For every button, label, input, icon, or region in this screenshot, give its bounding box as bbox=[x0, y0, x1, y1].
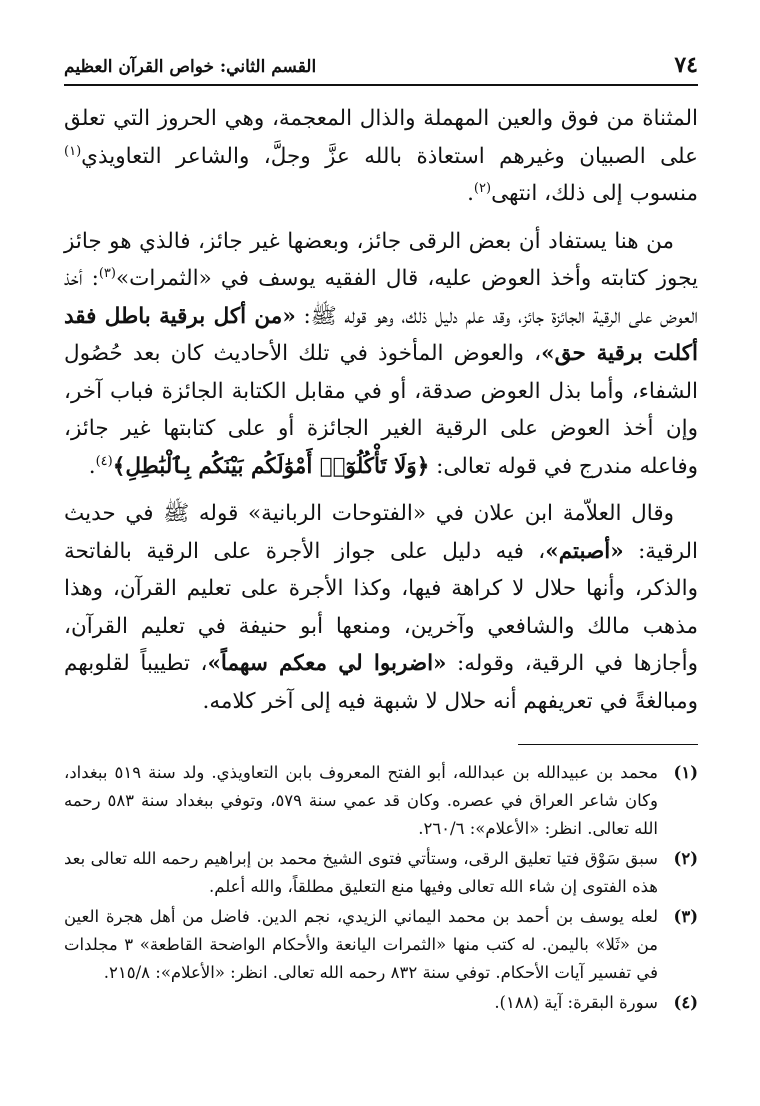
quran-verse: ﴿وَلَا تَأْكُلُوٓا۟ أَمْوَٰلَكُم بَيْنَكُم بِٱلْبَٰطِلِ﴾ bbox=[112, 453, 430, 479]
paragraph-text: ، فيه دليل على جواز الأجرة على الرقية بالفاتحة والذكر، وأنها حلال لا كراهة فيها، وكذا الأجرة على تعليم القرآن، وهذا مذهب مالك والشافعي وآخرين، ومنعها أبو حنيفة في تعليم القرآن، وأجازها في الرقية، وقوله: bbox=[64, 538, 698, 676]
footnote-ref-4[interactable]: (٤) bbox=[95, 453, 113, 469]
footnote-item bbox=[64, 989, 698, 1017]
main-text bbox=[64, 100, 698, 720]
paragraph-2 bbox=[64, 223, 698, 486]
footnote-text: لعله يوسف بن أحمد بن محمد اليماني الزيدي، نجم الدين. فاضل من أهل هجرة العين من «ثَلا» باليمن. له كتب منها «الثمرات اليانعة والأحكام الواضحة القاطعة» ٣ مجلدات في تفسير آيات الأحكام. توفي سنة ٨٣٢ رحمه الله تعالى. انظر: «الأعلام»: ٢١٥/٨. bbox=[64, 907, 658, 982]
footnote-ref-3[interactable]: (٣) bbox=[98, 265, 116, 281]
page-number: ٧٤ bbox=[674, 52, 698, 78]
footnote-ref-1[interactable]: (١) bbox=[64, 143, 82, 159]
paragraph-text: منسوب إلى ذلك، انتهى bbox=[491, 181, 698, 206]
running-title: القسم الثاني: خواص القرآن العظيم bbox=[64, 57, 317, 77]
footnote-number: (٤) bbox=[673, 993, 698, 1012]
page-header bbox=[64, 52, 698, 86]
paragraph-text: ، تطييباً لقلوبهم ومبالغةً في تعريفهم أنه حلال لا شبهة فيه إلى آخر كلامه. bbox=[64, 651, 698, 714]
paragraph-text: . bbox=[467, 181, 474, 206]
hadith-quote: «أصبتم» bbox=[545, 538, 624, 564]
hadith-quote: «من أكل برقية باطل فقد أكلت برقية حق» bbox=[64, 303, 698, 366]
paragraph-text: ، والعوض المأخوذ في تلك الأحاديث كان بعد حُصُول الشفاء، وأما بذل العوض صدقة، أو في مقابل الكتابة الجائزة فباب آخر، وإن أخذ العوض على الرقية الغير الجائزة أو على كتابتها غير جائز، وفاعله مندرج في قوله تعالى: bbox=[64, 341, 698, 479]
paragraph-text: من هنا يستفاد أن بعض الرقى جائز، وبعضها غير جائز، فالذي هو جائز يجوز كتابته وأخذ العوض عليه، قال الفقيه يوسف في «الثمرات» bbox=[64, 228, 698, 291]
footnote-number: (١) bbox=[673, 763, 698, 782]
footnote-ref-2[interactable]: (٢) bbox=[473, 180, 492, 196]
footnote-item bbox=[64, 845, 698, 901]
paragraph-text: المثناة من فوق والعين المهملة والذال المعجمة، وهي الحروز التي تعلق على الصبيان وغيرهم استعاذة بالله عزَّ وجلَّ، والشاعر التعاويذي bbox=[64, 106, 698, 169]
paragraph-3 bbox=[64, 495, 698, 720]
paragraph-text: : أخذ العوض على الرقية الجائزة جائز، وقد علم دليل ذلك، وهو قوله ﷺ: bbox=[64, 266, 698, 329]
footnote-item bbox=[64, 903, 698, 987]
footnote-number: (٣) bbox=[673, 907, 698, 926]
paragraph-text: . bbox=[88, 453, 96, 479]
footnote-text: سورة البقرة: آية (١٨٨). bbox=[494, 993, 658, 1012]
footnote-divider bbox=[518, 744, 698, 745]
footnote-text: محمد بن عبيدالله بن عبدالله، أبو الفتح المعروف بابن التعاويذي. ولد سنة ٥١٩ ببغداد، وكان شاعر العراق في عصره. وكان قد عمي سنة ٥٧٩، وتوفي ببغداد سنة ٥٨٣ رحمه الله تعالى. انظر: «الأعلام»: ٢٦٠/٦. bbox=[64, 763, 658, 838]
hadith-quote: «اضربوا لي معكم سهماً» bbox=[207, 651, 447, 676]
footnotes bbox=[64, 759, 698, 1017]
paragraph-1 bbox=[64, 100, 698, 213]
footnote-text: سبق سَوْق فتيا تعليق الرقى، وستأتي فتوى الشيخ محمد بن إبراهيم رحمه الله تعالى بعد هذه الفتوى إن شاء الله تعالى وفيها منع التعليق مطلقاً، والله أعلم. bbox=[64, 849, 658, 896]
footnote-number: (٢) bbox=[673, 849, 698, 868]
paragraph-text: وقال العلاّمة ابن علان في «الفتوحات الربانية» قوله ﷺ في حديث الرقية: bbox=[64, 501, 698, 564]
footnote-item bbox=[64, 759, 698, 843]
